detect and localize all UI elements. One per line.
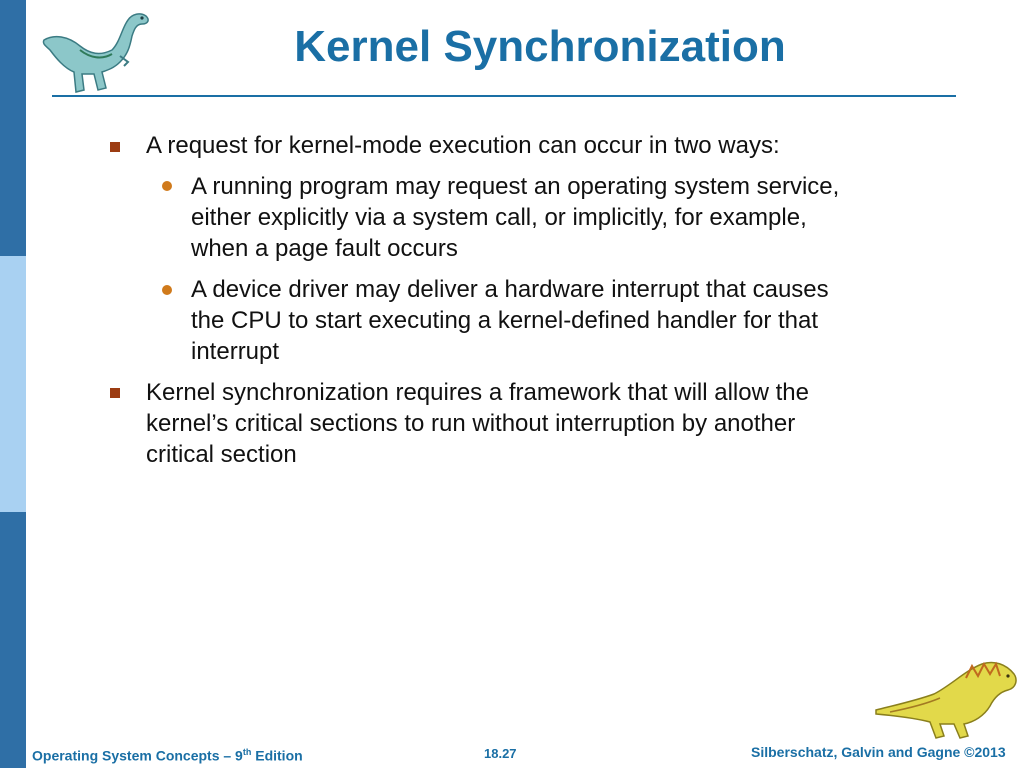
footer-book-suffix: Edition [251,747,303,764]
sidebar-stripe [0,0,26,768]
sub-bullet-text: A running program may request an operating system service, either explicitly via a system call, or implicitly, for example, when a page fault occurs [191,173,840,262]
sidebar-band-top [0,0,26,256]
title-divider [52,95,956,97]
slide-title: Kernel Synchronization [294,22,786,71]
square-bullet-icon [110,388,120,398]
dinosaur-icon [870,652,1020,740]
footer-copyright: Silberschatz, Galvin and Gagne ©2013 [751,744,1006,760]
footer-book-title [32,747,303,764]
footer-book-prefix: Operating System Concepts – 9 [32,747,243,764]
round-bullet-icon [162,285,172,295]
footer-book-sup: th [242,747,252,757]
dinosaur-icon [36,6,156,98]
bullet-text: A request for kernel-mode execution can occur in two ways: [146,132,780,159]
bullet-text: Kernel synchronization requires a framework that will allow the kernel’s critical sections to run without interruption by another critical section [146,379,809,468]
square-bullet-icon [110,142,120,152]
sub-bullet-text: A device driver may deliver a hardware interrupt that causes the CPU to start executing a kernel-defined handler for that interrupt [191,276,829,365]
round-bullet-icon [162,181,172,191]
sidebar-band-middle [0,256,26,512]
sidebar-band-bottom [0,512,26,768]
footer-page-number: 18.27 [484,746,517,761]
